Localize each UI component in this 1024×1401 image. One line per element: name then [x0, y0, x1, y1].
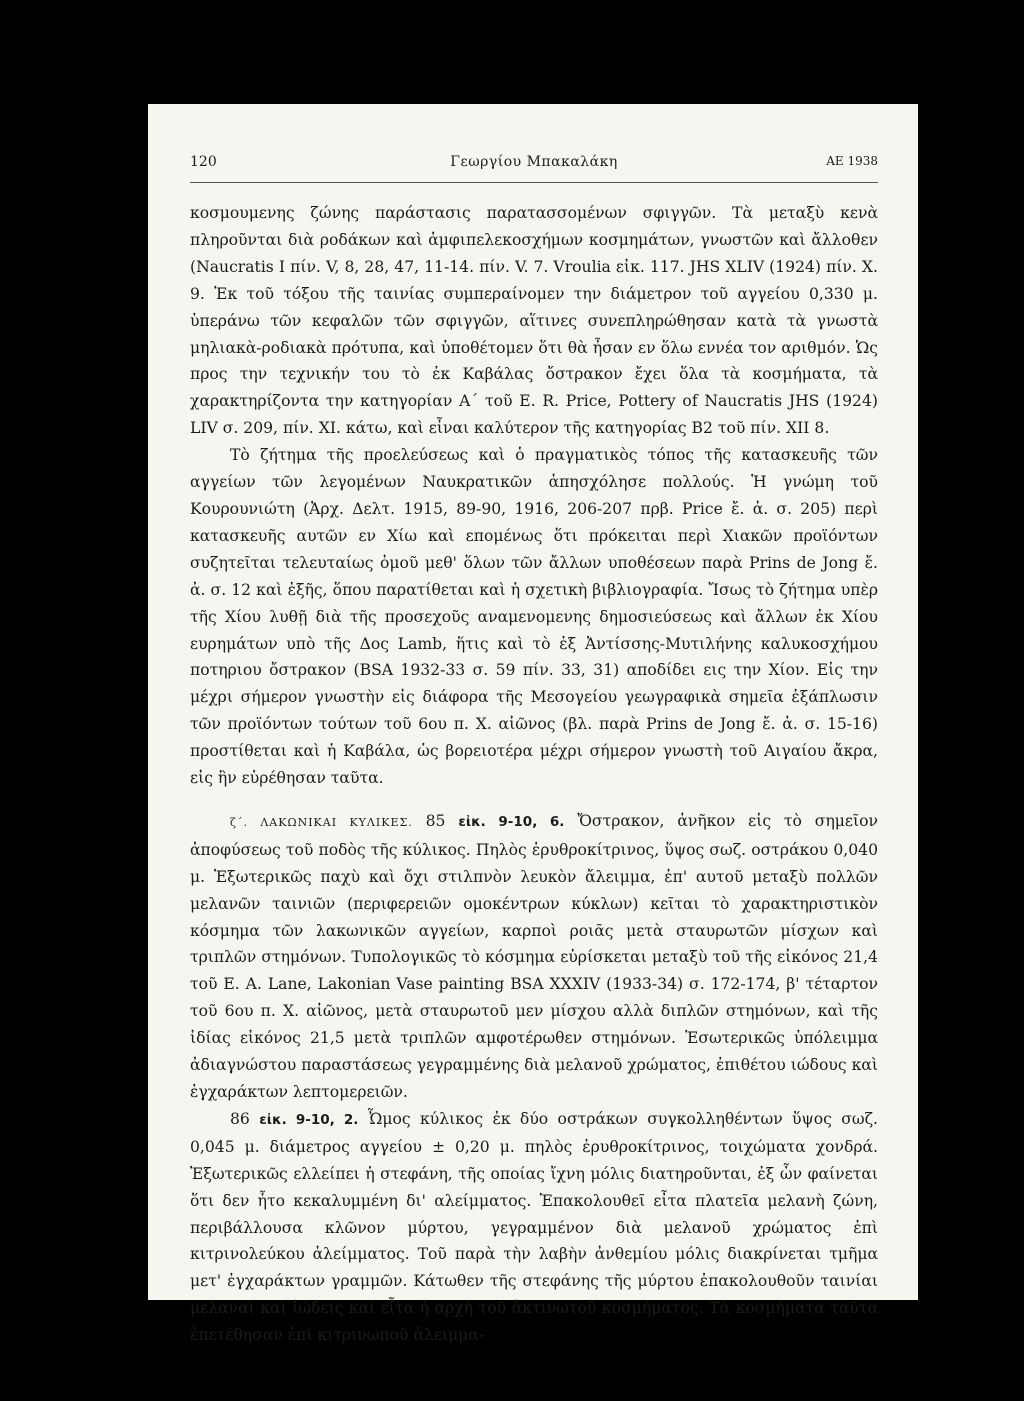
- section-heading: ζ΄. ΛΑΚΩΝΙΚΑΙ ΚΥΛΙΚΕΣ.: [230, 815, 413, 829]
- catalog-entry-text: Ὦμος κύλικος ἐκ δύο οστράκων συγκολληθέντων ὕψος σωζ. 0,045 μ. διάμετρος αγγείου ± 0,20 μ. πηλὸς ἐρυθροκίτρινος, τοιχώματα χονδρά. Ἐξωτερικῶς ελλείπει ἡ στεφάνη, τῆς οποίας ἴχνη μόλις διατηροῦνται, ἐξ ὧν φαίνεται ὅτι δεν ἦτο κεκαλυμμένη δι' αλείμματος. Ἐπακολουθεῖ εἶτα πλατεῖα μελανὴ ζώνη, περιβάλλουσα κλῶνον μύρτου, γεγραμμένον διὰ μελανοῦ χρώματος ἐπὶ κιτρινολεύκου ἀλείμματος. Τοῦ παρὰ τὴν λαβὴν ἀνθεμίου μόλις διακρίνεται τμῆμα μετ' ἐγχαράκτων γραμμῶν. Κάτωθεν τῆς στεφάνης τῆς μύρτου ἐπακολουθοῦν ταινίαι μελαναὶ καὶ ἰώδεις καὶ εἶτα ἡ αρχὴ τοῦ ἀκτινωτοῦ κοσμήματος. Τὰ κοσμήματα ταῦτα ἐπετέθησαν ἐπὶ κιτρινωποῦ ἀλειμμα-: [190, 1109, 878, 1345]
- paragraph-4: [190, 1106, 878, 1349]
- paragraph-3: [190, 808, 878, 1106]
- header-rule: [190, 182, 878, 183]
- body-text: [190, 200, 878, 1349]
- paragraph-1: κοσμουμενης ζώνης παράστασις παρατασσομένων σφιγγῶν. Τὰ μεταξὺ κενὰ πληροῦνται διὰ ροδάκων καὶ ἀμφιπελεκοσχήμων κοσμημάτων, γνωστῶν καὶ ἄλλοθεν (Naucratis I πίν. V, 8, 28, 47, 11-14. πίν. V. 7. Vroulia εἰκ. 117. JHS XLIV (1924) πίν. X. 9. Ἐκ τοῦ τόξου τῆς ταινίας συμπεραίνομεν την διάμετρον τοῦ αγγείου 0,330 μ. ὑπεράνω τῶν κεφαλῶν τῶν σφιγγῶν, αἵτινες συνεπληρώθησαν κατὰ τὰ γνωστὰ μηλιακὰ-ροδιακὰ πρότυπα, καὶ ὑποθέτομεν ὅτι θὰ ἦσαν εν ὅλω εννέα τον αριθμόν. Ὡς προς την τεχνικήν του τὸ ἐκ Καβάλας ὄστρακον ἔχει ὅλα τὰ κοσμήματα, τὰ χαρακτηρίζοντα την κατηγορίαν Α΄ τοῦ E. R. Price, Pottery of Naucratis JHS (1924) LIV σ. 209, πίν. XI. κάτω, καὶ εἶναι καλύτερον τῆς κατηγορίας Β2 τοῦ πίν. XII 8.: [190, 204, 878, 438]
- catalog-entry-text: Ὄστρακον, ἀνῆκον εἰς τὸ σημεῖον ἀποφύσεως τοῦ ποδὸς τῆς κύλικος. Πηλὸς ἐρυθροκίτρινος, ὕψος σωζ. οστράκου 0,040 μ. Ἐξωτερικῶς παχὺ καὶ ὄχι στιλπνὸν λευκὸν ἄλειμμα, ἐπ' αυτοῦ μεταξὺ πολλῶν μελανῶν ταινιῶν (περιφερειῶν ομοκέντρων κύκλων) κεῖται τὸ χαρακτηριστικὸν κόσμημα τῶν λακωνικῶν αγγείων, καρποὶ ροιᾶς μετὰ σταυρωτῶν μίσχων καὶ τριπλῶν στημόνων. Τυπολογικῶς τὸ κόσμημα εὑρίσκεται μεταξὺ τοῦ τῆς εἰκόνος 21,4 τοῦ E. A. Lane, Lakonian Vase painting BSA XXXIV (1933-34) σ. 172-174, β' τέταρτον τοῦ 6ου π. Χ. αἰῶνος, μετὰ σταυρωτοῦ μεν μίσχου αλλὰ διπλῶν στημόνων, καὶ τῆς ἰδίας εἰκόνος 21,5 μετὰ τριπλῶν αμφοτέρωθεν στημόνων. Ἐσωτερικῶς ὑπόλειμμα ἀδιαγνώστου παραστάσεως γεγραμμένης διὰ μελανοῦ χρώματος, ἐπιθέτου ιώδους καὶ ἐγχαράκτων λεπτομερειῶν.: [190, 811, 878, 1101]
- figure-reference: εἰκ. 9-10, 6.: [458, 813, 565, 830]
- paragraph-2: Τὸ ζήτημα τῆς προελεύσεως καὶ ὁ πραγματικὸς τόπος τῆς κατασκευῆς τῶν αγγείων τῶν λεγομένων Ναυκρατικῶν ἀπησχόλησε πολλούς. Ἡ γνώμη τοῦ Κουρουνιώτη (Ἀρχ. Δελτ. 1915, 89-90, 1916, 206-207 πρβ. Price ἔ. ἀ. σ. 205) περὶ κατασκευῆς αυτῶν εν Χίω καὶ επομένως ὅτι πρόκειται περὶ Χιακῶν προϊόντων συζητεῖται τελευταίως ὁμοῦ μεθ' ὅλων τῶν ἄλλων υποθέσεων παρὰ Prins de Jong ἔ. ἀ. σ. 12 καὶ ἑξῆς, ὅπου παρατίθεται καὶ ἡ σχετικὴ βιβλιογραφία. Ἴσως τὸ ζήτημα υπὲρ τῆς Χίου λυθῇ διὰ τῆς προσεχοῦς αναμενομενης δημοσιεύσεως καὶ ἄλλων ἐκ Χίου ευρημάτων υπὸ τῆς Δος Lamb, ἥτις καὶ τὸ ἐξ Ἀντίσσης-Μυτιλήνης καλυκοσχήμου ποτηριου ὄστρακον (BSA 1932-33 σ. 59 πίν. 33, 31) αποδίδει εις την Χίον. Εἰς την μέχρι σήμερον γνωστὴν εἰς διάφορα τῆς Μεσογείου γεωγραφικὰ σημεῖα ἐξάπλωσιν τῶν προϊόντων τούτων τοῦ 6ου π. Χ. αἰῶνος (βλ. παρὰ Prins de Jong ἔ. ἀ. σ. 15-16) προστίθεται καὶ ἡ Καβάλα, ὡς βορειοτέρα μέχρι σήμερον γνωστὴ τοῦ Αιγαίου ἄκρα, εἰς ἣν εὑρέθησαν ταῦτα.: [190, 446, 878, 788]
- page: [148, 104, 918, 1345]
- running-header: [190, 154, 878, 178]
- figure-reference: εἰκ. 9-10, 2.: [259, 1111, 359, 1128]
- header-author: Γεωργίου Μπακαλάκη: [450, 154, 618, 170]
- catalog-number: 85: [425, 811, 446, 830]
- catalog-number: 86: [230, 1109, 250, 1128]
- header-journal: ΑΕ 1938: [826, 154, 878, 168]
- page-number: 120: [190, 154, 217, 170]
